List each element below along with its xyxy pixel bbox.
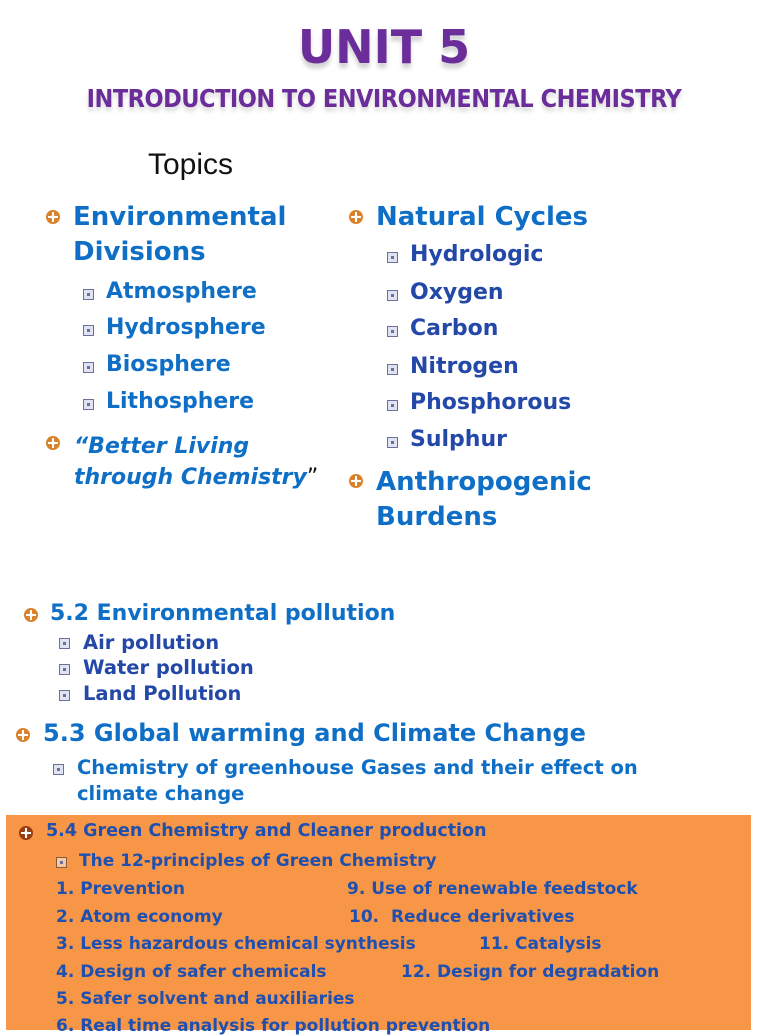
principle-item: 10. Reduce derivatives (349, 907, 575, 927)
topics-heading: Topics (148, 148, 234, 181)
slogan-close-quote: ” (306, 465, 319, 490)
anthropogenic-heading (376, 465, 592, 535)
env-divisions-heading (73, 200, 286, 270)
env-divisions-line2: Divisions (73, 237, 206, 267)
principle-item: 1. Prevention (56, 879, 186, 899)
circle-bullet-icon (16, 728, 30, 742)
division-item: Lithosphere (106, 389, 255, 414)
square-bullet-icon (83, 289, 94, 300)
square-bullet-icon (53, 764, 64, 775)
circle-bullet-icon (349, 474, 363, 488)
square-bullet-icon (387, 400, 398, 411)
division-item: Hydrosphere (106, 315, 266, 340)
cycle-item: Oxygen (410, 280, 504, 305)
section-53-item (77, 755, 638, 807)
circle-bullet-icon (46, 436, 60, 450)
section-53-item-line1: Chemistry of greenhouse Gases and their effect on (77, 756, 638, 779)
square-bullet-icon (387, 252, 398, 263)
principle-item: 4. Design of safer chemicals (56, 962, 327, 982)
anthropogenic-line1: Anthropogenic (376, 467, 592, 497)
square-bullet-icon (59, 690, 70, 701)
principle-item: 12. Design for degradation (401, 962, 660, 982)
pollution-item: Water pollution (83, 656, 254, 679)
square-bullet-icon (83, 399, 94, 410)
principle-item: 6. Real time analysis for pollution prevention (56, 1016, 491, 1036)
cycle-item: Sulphur (410, 427, 507, 452)
slogan-line1: “Better Living (74, 434, 250, 459)
square-bullet-icon (59, 638, 70, 649)
principle-item: 3. Less hazardous chemical synthesis (56, 934, 416, 954)
section-52-heading: 5.2 Environmental pollution (50, 601, 396, 626)
anthropogenic-line2: Burdens (376, 502, 498, 532)
cycle-item: Carbon (410, 316, 499, 341)
pollution-item: Land Pollution (83, 682, 242, 705)
slogan (74, 431, 318, 493)
square-bullet-icon (387, 326, 398, 337)
circle-bullet-icon (24, 608, 38, 622)
square-bullet-icon (83, 362, 94, 373)
env-divisions-line1: Environmental (73, 202, 287, 232)
principle-item: 2. Atom economy (56, 907, 223, 927)
section-54-heading: 5.4 Green Chemistry and Cleaner production (46, 821, 487, 841)
circle-bullet-icon (46, 210, 60, 224)
square-bullet-icon (59, 664, 70, 675)
square-bullet-icon (387, 437, 398, 448)
natural-cycles-heading: Natural Cycles (376, 202, 589, 232)
page-title: UNIT 5 (297, 20, 471, 74)
division-item: Atmosphere (106, 279, 257, 304)
division-item: Biosphere (106, 352, 231, 377)
page-subtitle: INTRODUCTION TO ENVIRONMENTAL CHEMISTRY (86, 84, 682, 113)
cycle-item: Hydrologic (410, 242, 544, 267)
section-54-subheading: The 12-principles of Green Chemistry (79, 851, 437, 871)
square-bullet-icon (83, 325, 94, 336)
square-bullet-icon (387, 290, 398, 301)
section-53-heading: 5.3 Global warming and Climate Change (43, 719, 586, 747)
square-bullet-icon (387, 364, 398, 375)
circle-bullet-icon (349, 210, 363, 224)
cycle-item: Nitrogen (410, 354, 519, 379)
principle-item: 11. Catalysis (479, 934, 602, 954)
square-bullet-icon (56, 857, 67, 868)
principle-item: 9. Use of renewable feedstock (347, 879, 638, 899)
circle-bullet-icon (19, 826, 33, 840)
cycle-item: Phosphorous (410, 390, 572, 415)
slogan-line2: through Chemistry (74, 465, 307, 490)
pollution-item: Air pollution (83, 631, 220, 654)
principle-item: 5. Safer solvent and auxiliaries (56, 989, 355, 1009)
section-53-item-line2: climate change (77, 782, 245, 805)
